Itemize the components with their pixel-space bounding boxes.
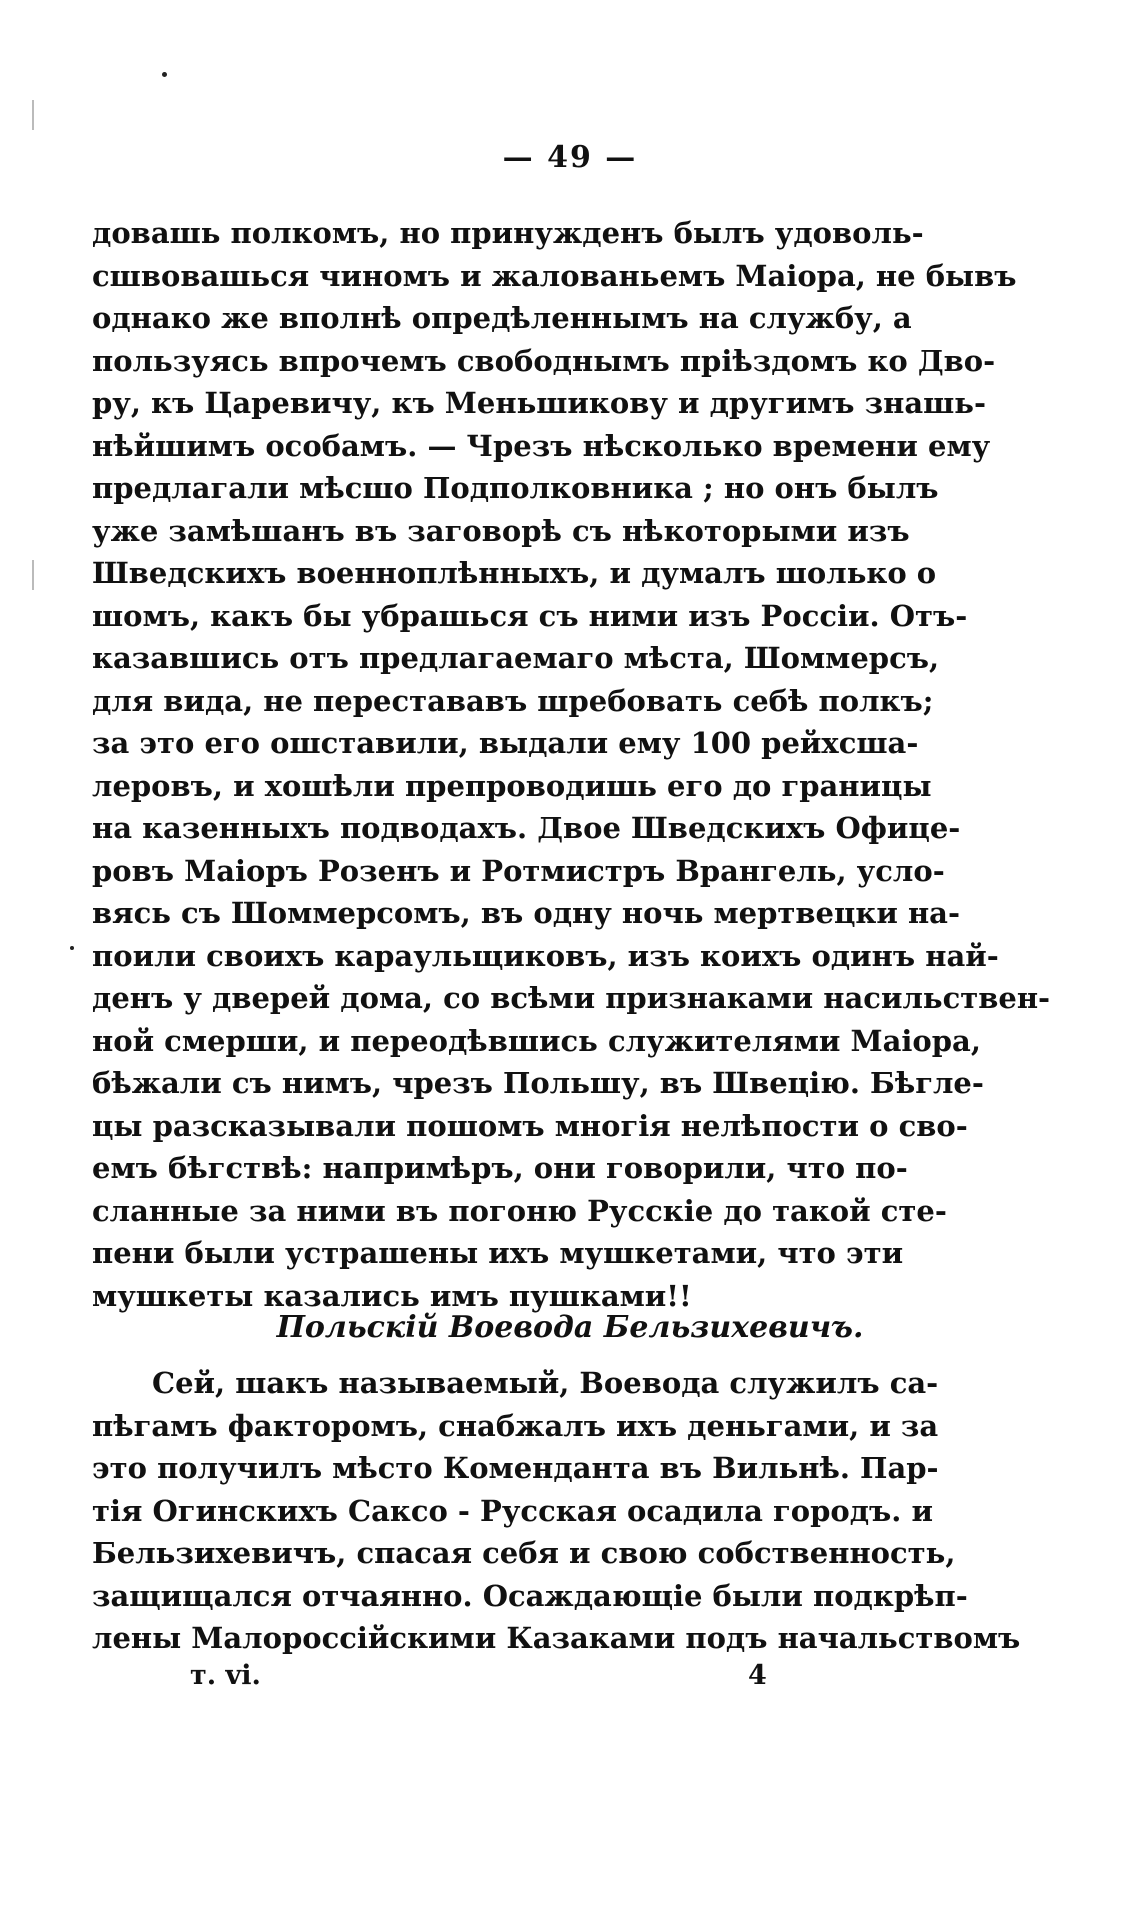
text-line: пени были устрашены ихъ мушкетами, что эти xyxy=(92,1236,904,1270)
text-line: цы разсказывали пошомъ многiя нелѣпости о сво- xyxy=(92,1108,968,1143)
text-line: поили своихъ караульщиковъ, изъ коихъ одинъ най- xyxy=(92,938,999,973)
text-line: леровъ, и хошѣли препроводишь его до границы xyxy=(92,768,932,803)
print-speck xyxy=(70,946,74,950)
page-footer xyxy=(0,1660,1140,1700)
text-line: вясь съ Шоммерсомъ, въ одну ночь мертвецки на- xyxy=(92,896,961,930)
text-line: однако же вполнѣ опредѣленнымъ на службу, а xyxy=(92,301,912,335)
text-line: ру, къ Царевичу, къ Меньшикову и другимъ знашь- xyxy=(92,386,987,420)
text-line: для вида, не перестававъ шребовать себѣ полкъ; xyxy=(92,683,934,718)
text-line: на казенныхъ подводахъ. Двое Шведскихъ Офице- xyxy=(92,811,961,845)
text-line: за это его ошставили, выдали ему 100 рейхсша- xyxy=(92,726,919,760)
text-line: это получилъ мѣсто Коменданта въ Вильнѣ. Пар- xyxy=(92,1451,939,1485)
text-line: сланные за ними въ погоню Русскiе до такой сте- xyxy=(92,1193,947,1228)
text-line: Шведскихъ военноплѣнныхъ, и думалъ шолько о xyxy=(92,556,937,590)
text-line: Сей, шакъ называемый, Воевода служилъ са- xyxy=(152,1366,939,1400)
text-line: довашь полкомъ, но принужденъ былъ удоволь- xyxy=(92,216,924,250)
section-paragraph xyxy=(92,1362,1021,1660)
text-line: нѣйшимъ особамъ. — Чрезъ нѣсколько времени ему xyxy=(92,428,991,463)
section-heading: Польскiй Воевода Бельзихевичъ. xyxy=(276,1310,864,1345)
page-number: — 49 — xyxy=(502,140,638,175)
text-line: пѣгамъ факторомъ, снабжалъ ихъ деньгами, и за xyxy=(92,1408,939,1443)
binding-edge-mark xyxy=(32,560,34,590)
text-line: ной смерши, и переодѣвшись служителями Маiора, xyxy=(92,1023,981,1058)
text-line: Бельзихевичъ, спасая себя и свою собственность, xyxy=(92,1536,956,1570)
text-line: сшвовашься чиномъ и жалованьемъ Маiора, не бывъ xyxy=(92,258,1017,293)
sheet-number: 4 xyxy=(748,1660,767,1691)
text-line: шомъ, какъ бы убрашься съ ними изъ Россiи. Отъ- xyxy=(92,598,968,633)
text-line: уже замѣшанъ въ заговорѣ съ нѣкоторыми изъ xyxy=(92,513,910,548)
text-line: пользуясь впрочемъ свободнымъ прiѣздомъ ко Дво- xyxy=(92,343,996,378)
text-line: емъ бѣгствѣ: напримѣръ, они говорили, что по- xyxy=(92,1151,908,1185)
text-line: защищался отчаянно. Осаждающiе были подкрѣп- xyxy=(92,1578,968,1613)
text-line: предлагали мѣсшо Подполковника ; но онъ былъ xyxy=(92,471,939,505)
volume-signature: т. vi. xyxy=(190,1660,261,1691)
main-paragraph xyxy=(92,212,1051,1317)
text-line: казавшись отъ предлагаемаго мѣста, Шоммерсъ, xyxy=(92,641,940,675)
text-line: мушкеты казались имъ пушками!! xyxy=(92,1278,692,1313)
print-speck xyxy=(162,72,167,77)
text-line: бѣжали съ нимъ, чрезъ Польшу, въ Швецiю. Бѣгле- xyxy=(92,1066,984,1100)
text-line: ровъ Маiоръ Розенъ и Ротмистръ Врангель, усло- xyxy=(92,853,945,888)
binding-edge-mark xyxy=(32,100,34,130)
text-line: тiя Огинскихъ Саксо - Русская осадила городъ. и xyxy=(92,1493,933,1528)
text-line: денъ у дверей дома, со всѣми признаками насильствен- xyxy=(92,981,1051,1015)
text-line: лены Малороссiйскими Казаками подъ начальствомъ xyxy=(92,1621,1021,1655)
